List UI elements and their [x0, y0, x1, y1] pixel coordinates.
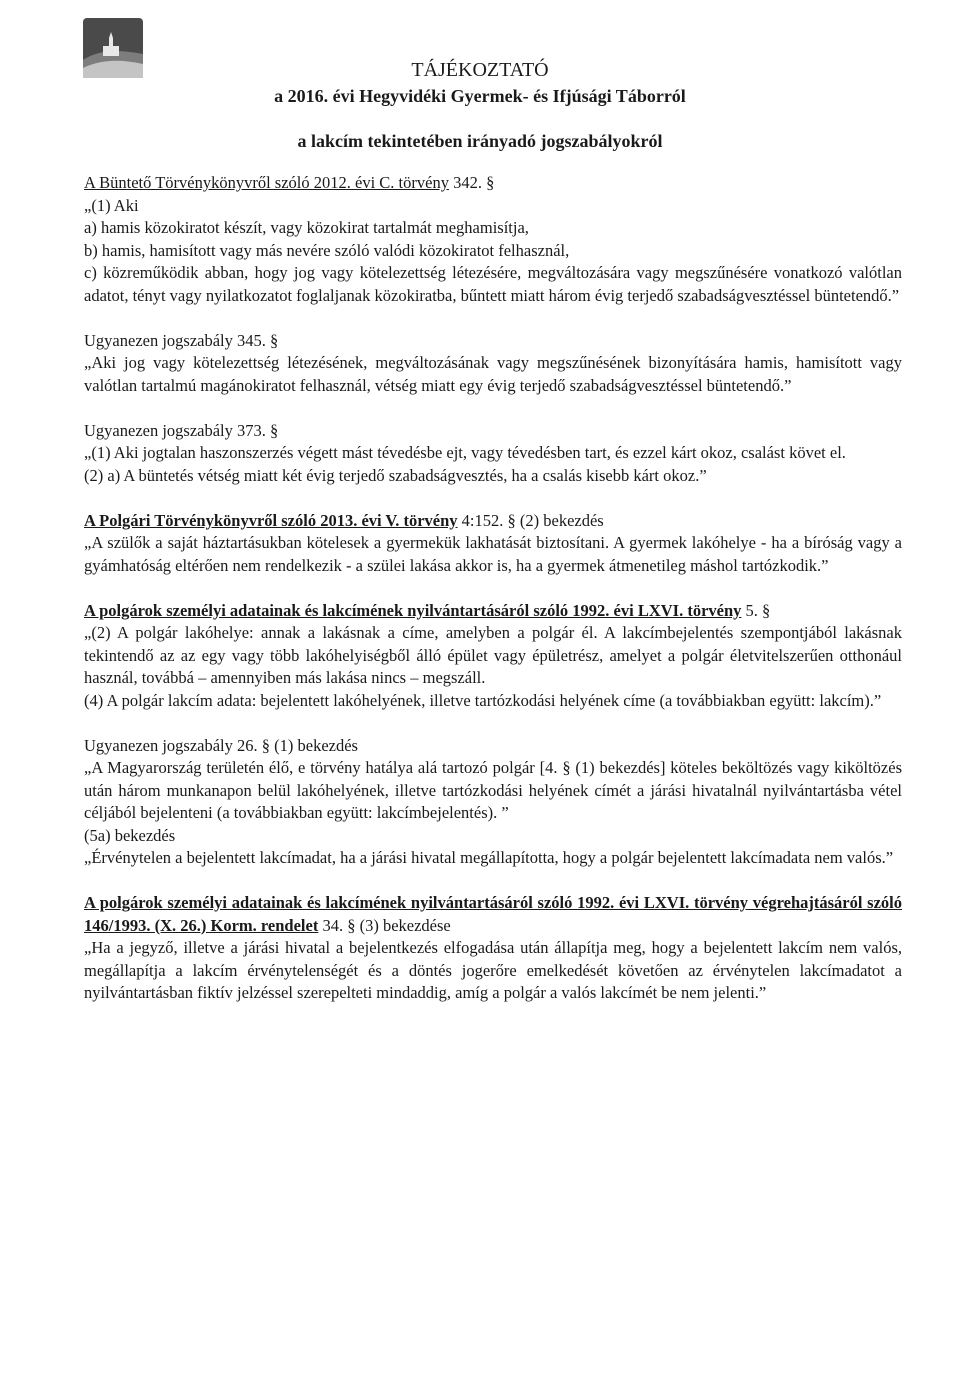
nyt-5a-text: „Érvénytelen a bejelentett lakcímadat, ha a járási hivatal megállapította, hogy a polgár bejelentett lakcímadata nem valós.”: [84, 848, 894, 867]
nyt-5-line: „(2) A polgár lakóhelye: annak a lakásnak a címe, amelyben a polgár él. A lakcímbejelentés szempontjából lakásnak tekintendő az az egy vagy több lakóhelyiségből álló épület vagy épületrész, amelyet a polgár életvitelszerűen otthonául használ, továbbá – amennyiben más lakása nincs – megszáll.: [84, 623, 902, 687]
nyt-5-paragraph-ref: 5. §: [741, 600, 771, 620]
korm-reference: A polgárok személyi adatainak és lakcímének nyilvántartásáról szóló 1992. évi LXVI. törvény végrehajtásáról szóló 146/1993. (X. 26.) Korm. rendelet: [84, 893, 902, 935]
btk-373-line: (2) a) A büntetés vétség miatt két évig terjedő szabadságvesztés, ha a csalás kisebb kárt okoz.”: [84, 465, 707, 485]
nyt-26-heading: Ugyanezen jogszabály 26. § (1) bekezdés: [84, 735, 358, 755]
nyt-5-heading: [84, 600, 902, 623]
ptk-text: „A szülők a saját háztartásukban kötelesek a gyermekük lakhatását biztosítani. A gyermek lakóhelye - ha a bíróság vagy a gyámhatóság eltérően nem rendelkezik - a szülei lakása akkor is, ha a gyermek átmenetileg máshol tartózkodik.”: [84, 533, 902, 575]
korm-text: „Ha a jegyző, illetve a járási hivatal a bejelentkezés elfogadása után állapítja meg, hogy a bejelentett lakcím nem valós, megállapítja a lakcím érvénytelenségét és a döntés jogerőre emelkedését követően az érvénytelen lakcímadatot a nyilvántartásban fiktív jelzéssel szerepelteti mindaddig, amíg a polgár a valós lakcímét be nem jelenti.”: [84, 938, 902, 1002]
btk-345-text: „Aki jog vagy kötelezettség létezésének, megváltozásának vagy megszűnésének bizonyítására hamis, hamisított vagy valótlan tartalmú magánokiratot felhasznál, vétség miatt egy évig terjedő szabadságvesztéssel büntetendő.”: [84, 353, 902, 395]
btk-342-paragraph-ref: 342. §: [448, 173, 495, 192]
korm-paragraph-ref: 34. § (3) bekezdése: [318, 915, 451, 935]
btk-342-line: b) hamis, hamisított vagy más nevére szóló valódi közokiratot felhasznál,: [84, 240, 570, 260]
btk-reference: A Büntető Törvénykönyvről szóló 2012. évi C. törvény: [84, 173, 449, 192]
ptk-heading: [84, 510, 902, 533]
document-body: [84, 172, 902, 1005]
btk-342-line: c) közreműködik abban, hogy jog vagy kötelezettség létezésére, megváltozására vagy megszűnésére vonatkozó valótlan adatot, tényt vagy nyilatkozatot foglaljanak közokiratba, bűntett miatt három évig terjedő szabadságvesztéssel büntetendő.”: [84, 263, 902, 305]
btk-373-line: „(1) Aki jogtalan haszonszerzés végett mást tévedésbe ejt, vagy tévedésben tart, és ezzel kárt okoz, csalást követ el.: [84, 443, 846, 462]
ptk-reference: A Polgári Törvénykönyvről szóló 2013. évi V. törvény: [84, 510, 458, 530]
page-title: TÁJÉKOZTATÓ: [411, 59, 549, 81]
nyt-26-text: „A Magyarország területén élő, e törvény hatálya alá tartozó polgár [4. § (1) bekezdés] köteles beköltözés vagy kiköltözés után három munkanapon belül lakóhelyének, illetve tartózkodási helyének címét a járási hivatalnál nyilvántartásba vétel céljából bejelenteni (a továbbiakban együtt: lakcímbejelentés). ”: [84, 758, 902, 822]
korm-heading: [84, 892, 902, 937]
nyt-5-line: (4) A polgár lakcím adata: bejelentett lakóhelyének, illetve tartózkodási helyének címe (a továbbiakban együtt: lakcím).”: [84, 690, 882, 710]
btk-342-line: a) hamis közokiratot készít, vagy közokirat tartalmát meghamisítja,: [84, 218, 529, 237]
page-topic: a lakcím tekintetében irányadó jogszabályokról: [297, 131, 663, 151]
btk-345-heading: Ugyanezen jogszabály 345. §: [84, 330, 279, 350]
btk-342-heading: [84, 172, 902, 195]
btk-342-line: „(1) Aki: [84, 195, 139, 215]
page-subtitle: a 2016. évi Hegyvidéki Gyermek- és Ifjúsági Táborról: [274, 86, 686, 106]
btk-373-heading: Ugyanezen jogszabály 373. §: [84, 420, 279, 440]
nyt-5a-heading: (5a) bekezdés: [84, 825, 176, 845]
ptk-paragraph-ref: 4:152. § (2) bekezdés: [457, 510, 604, 530]
nyt-reference: A polgárok személyi adatainak és lakcímének nyilvántartásáról szóló 1992. évi LXVI. törvény: [84, 600, 742, 620]
